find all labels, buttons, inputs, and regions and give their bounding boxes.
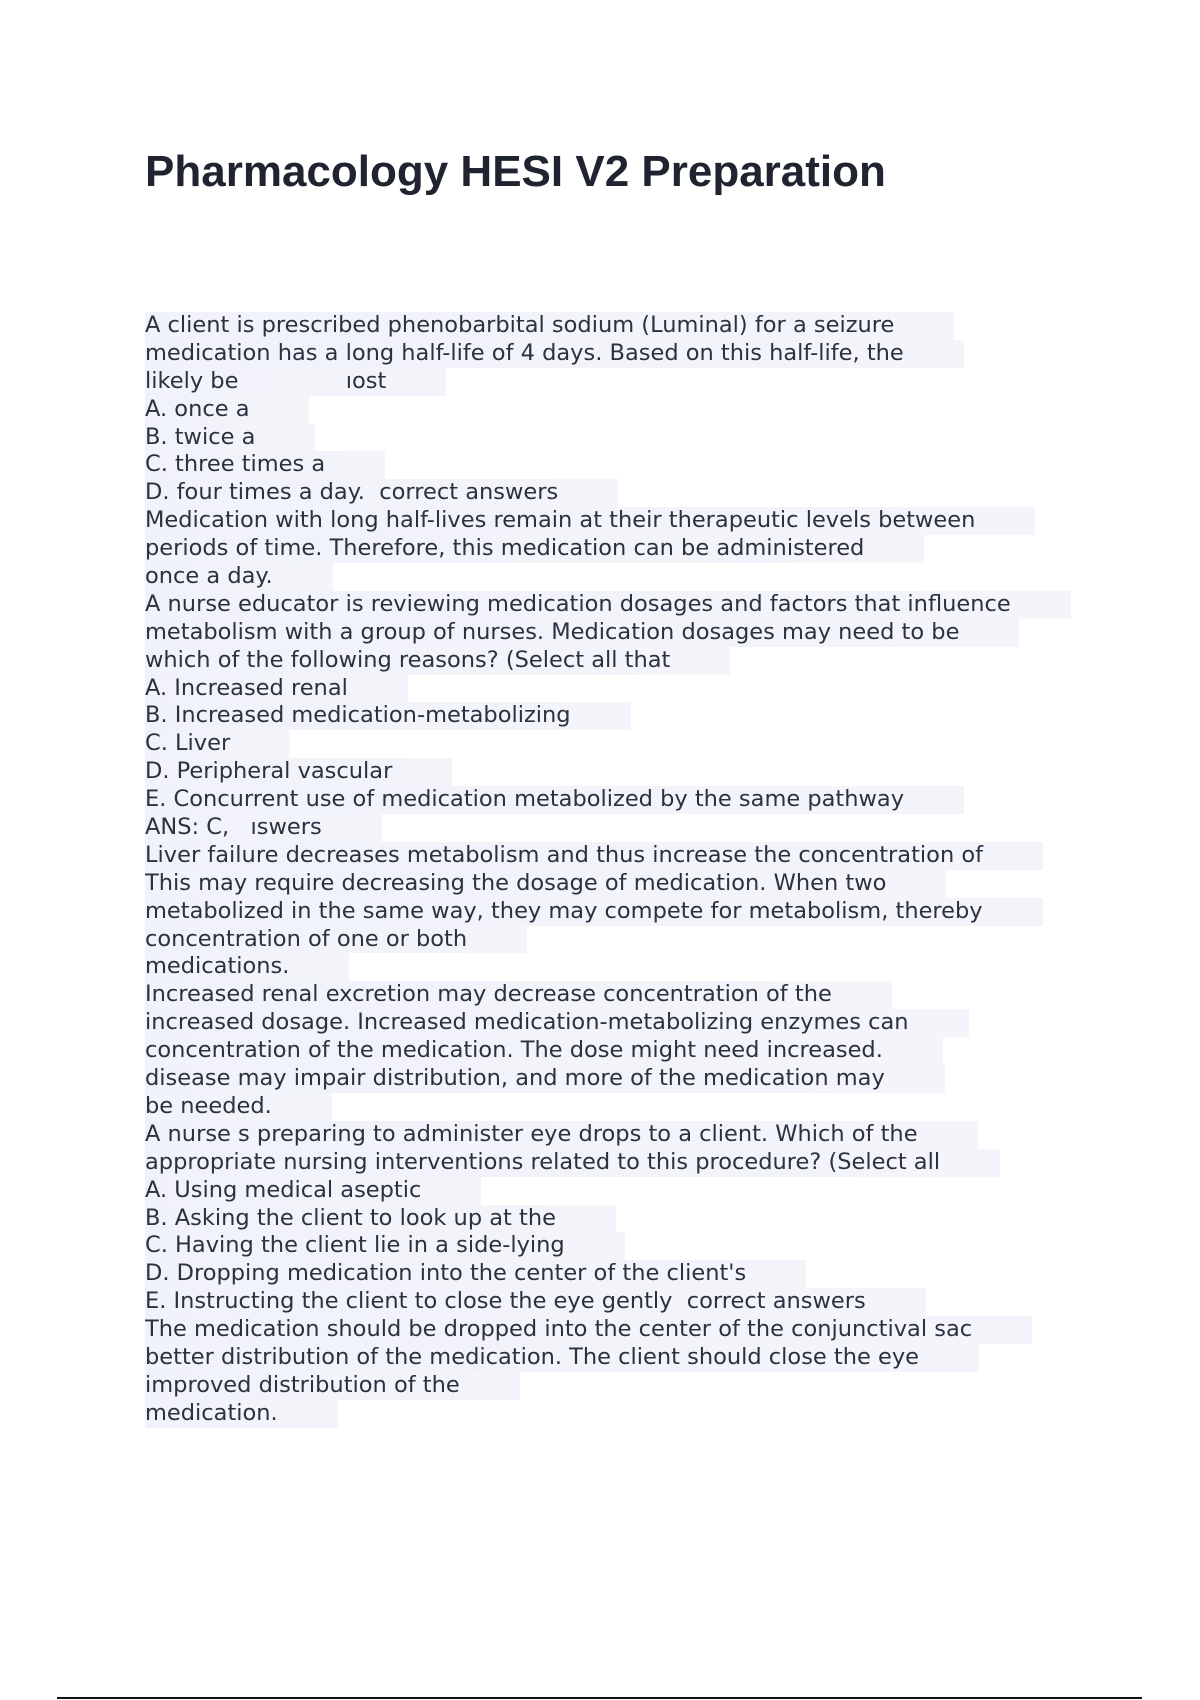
body-text-line: concentration of one or both — [145, 926, 527, 954]
page-bottom-rule — [57, 1697, 1142, 1699]
body-text-line: C. three times a — [145, 451, 385, 479]
body-text-line: which of the following reasons? (Select all that — [145, 647, 730, 675]
body-text-line: be needed. — [145, 1093, 332, 1121]
body-text-line: A. Increased renal — [145, 675, 408, 703]
body-text-line: increased dosage. Increased medication-metabolizing enzymes can — [145, 1009, 969, 1037]
body-text-line: A. once a — [145, 396, 309, 424]
body-text-line: ANS: C, ıswers — [145, 814, 382, 842]
body-text-line: This may require decreasing the dosage of medication. When two — [145, 870, 946, 898]
body-text-line: D. four times a day. correct answers — [145, 479, 618, 507]
body-text-line: once a day. — [145, 563, 333, 591]
body-text-line: B. twice a — [145, 424, 315, 452]
body-text-line: D. Peripheral vascular — [145, 758, 452, 786]
document-body — [145, 312, 1085, 1428]
body-text-line: A client is prescribed phenobarbital sodium (Luminal) for a seizure — [145, 312, 954, 340]
body-text-line: better distribution of the medication. The client should close the eye — [145, 1344, 979, 1372]
body-text-line: concentration of the medication. The dose might need increased. — [145, 1037, 943, 1065]
body-text-line: E. Instructing the client to close the eye gently correct answers — [145, 1288, 926, 1316]
document-title: Pharmacology HESI V2 Preparation — [145, 147, 886, 196]
body-text-line: B. Increased medication-metabolizing — [145, 702, 631, 730]
body-text-line: likely be ıost — [145, 368, 446, 396]
body-text-line: medication has a long half-life of 4 days. Based on this half-life, the — [145, 340, 964, 368]
body-text-line: metabolism with a group of nurses. Medication dosages may need to be — [145, 619, 1019, 647]
body-text-line: D. Dropping medication into the center of the client's — [145, 1260, 806, 1288]
body-text-line: Liver failure decreases metabolism and thus increase the concentration of — [145, 842, 1043, 870]
body-text-line: The medication should be dropped into the center of the conjunctival sac — [145, 1316, 1032, 1344]
body-text-line: Increased renal excretion may decrease concentration of the — [145, 981, 892, 1009]
body-text-line: C. Having the client lie in a side-lying — [145, 1232, 625, 1260]
body-text-line: improved distribution of the — [145, 1372, 520, 1400]
body-text-line: medications. — [145, 953, 349, 981]
body-text-line: E. Concurrent use of medication metabolized by the same pathway — [145, 786, 964, 814]
body-text-line: metabolized in the same way, they may compete for metabolism, thereby — [145, 898, 1043, 926]
body-text-line: B. Asking the client to look up at the — [145, 1205, 616, 1233]
body-text-line: A nurse s preparing to administer eye drops to a client. Which of the — [145, 1121, 978, 1149]
body-text-line: periods of time. Therefore, this medication can be administered — [145, 535, 924, 563]
body-text-line: medication. — [145, 1400, 338, 1428]
body-text-line: disease may impair distribution, and more of the medication may — [145, 1065, 945, 1093]
body-text-line: appropriate nursing interventions related to this procedure? (Select all — [145, 1149, 1000, 1177]
body-text-line: Medication with long half-lives remain at their therapeutic levels between — [145, 507, 1035, 535]
body-text-line: C. Liver — [145, 730, 290, 758]
body-text-line: A nurse educator is reviewing medication dosages and factors that influence — [145, 591, 1071, 619]
body-text-line: A. Using medical aseptic — [145, 1177, 481, 1205]
